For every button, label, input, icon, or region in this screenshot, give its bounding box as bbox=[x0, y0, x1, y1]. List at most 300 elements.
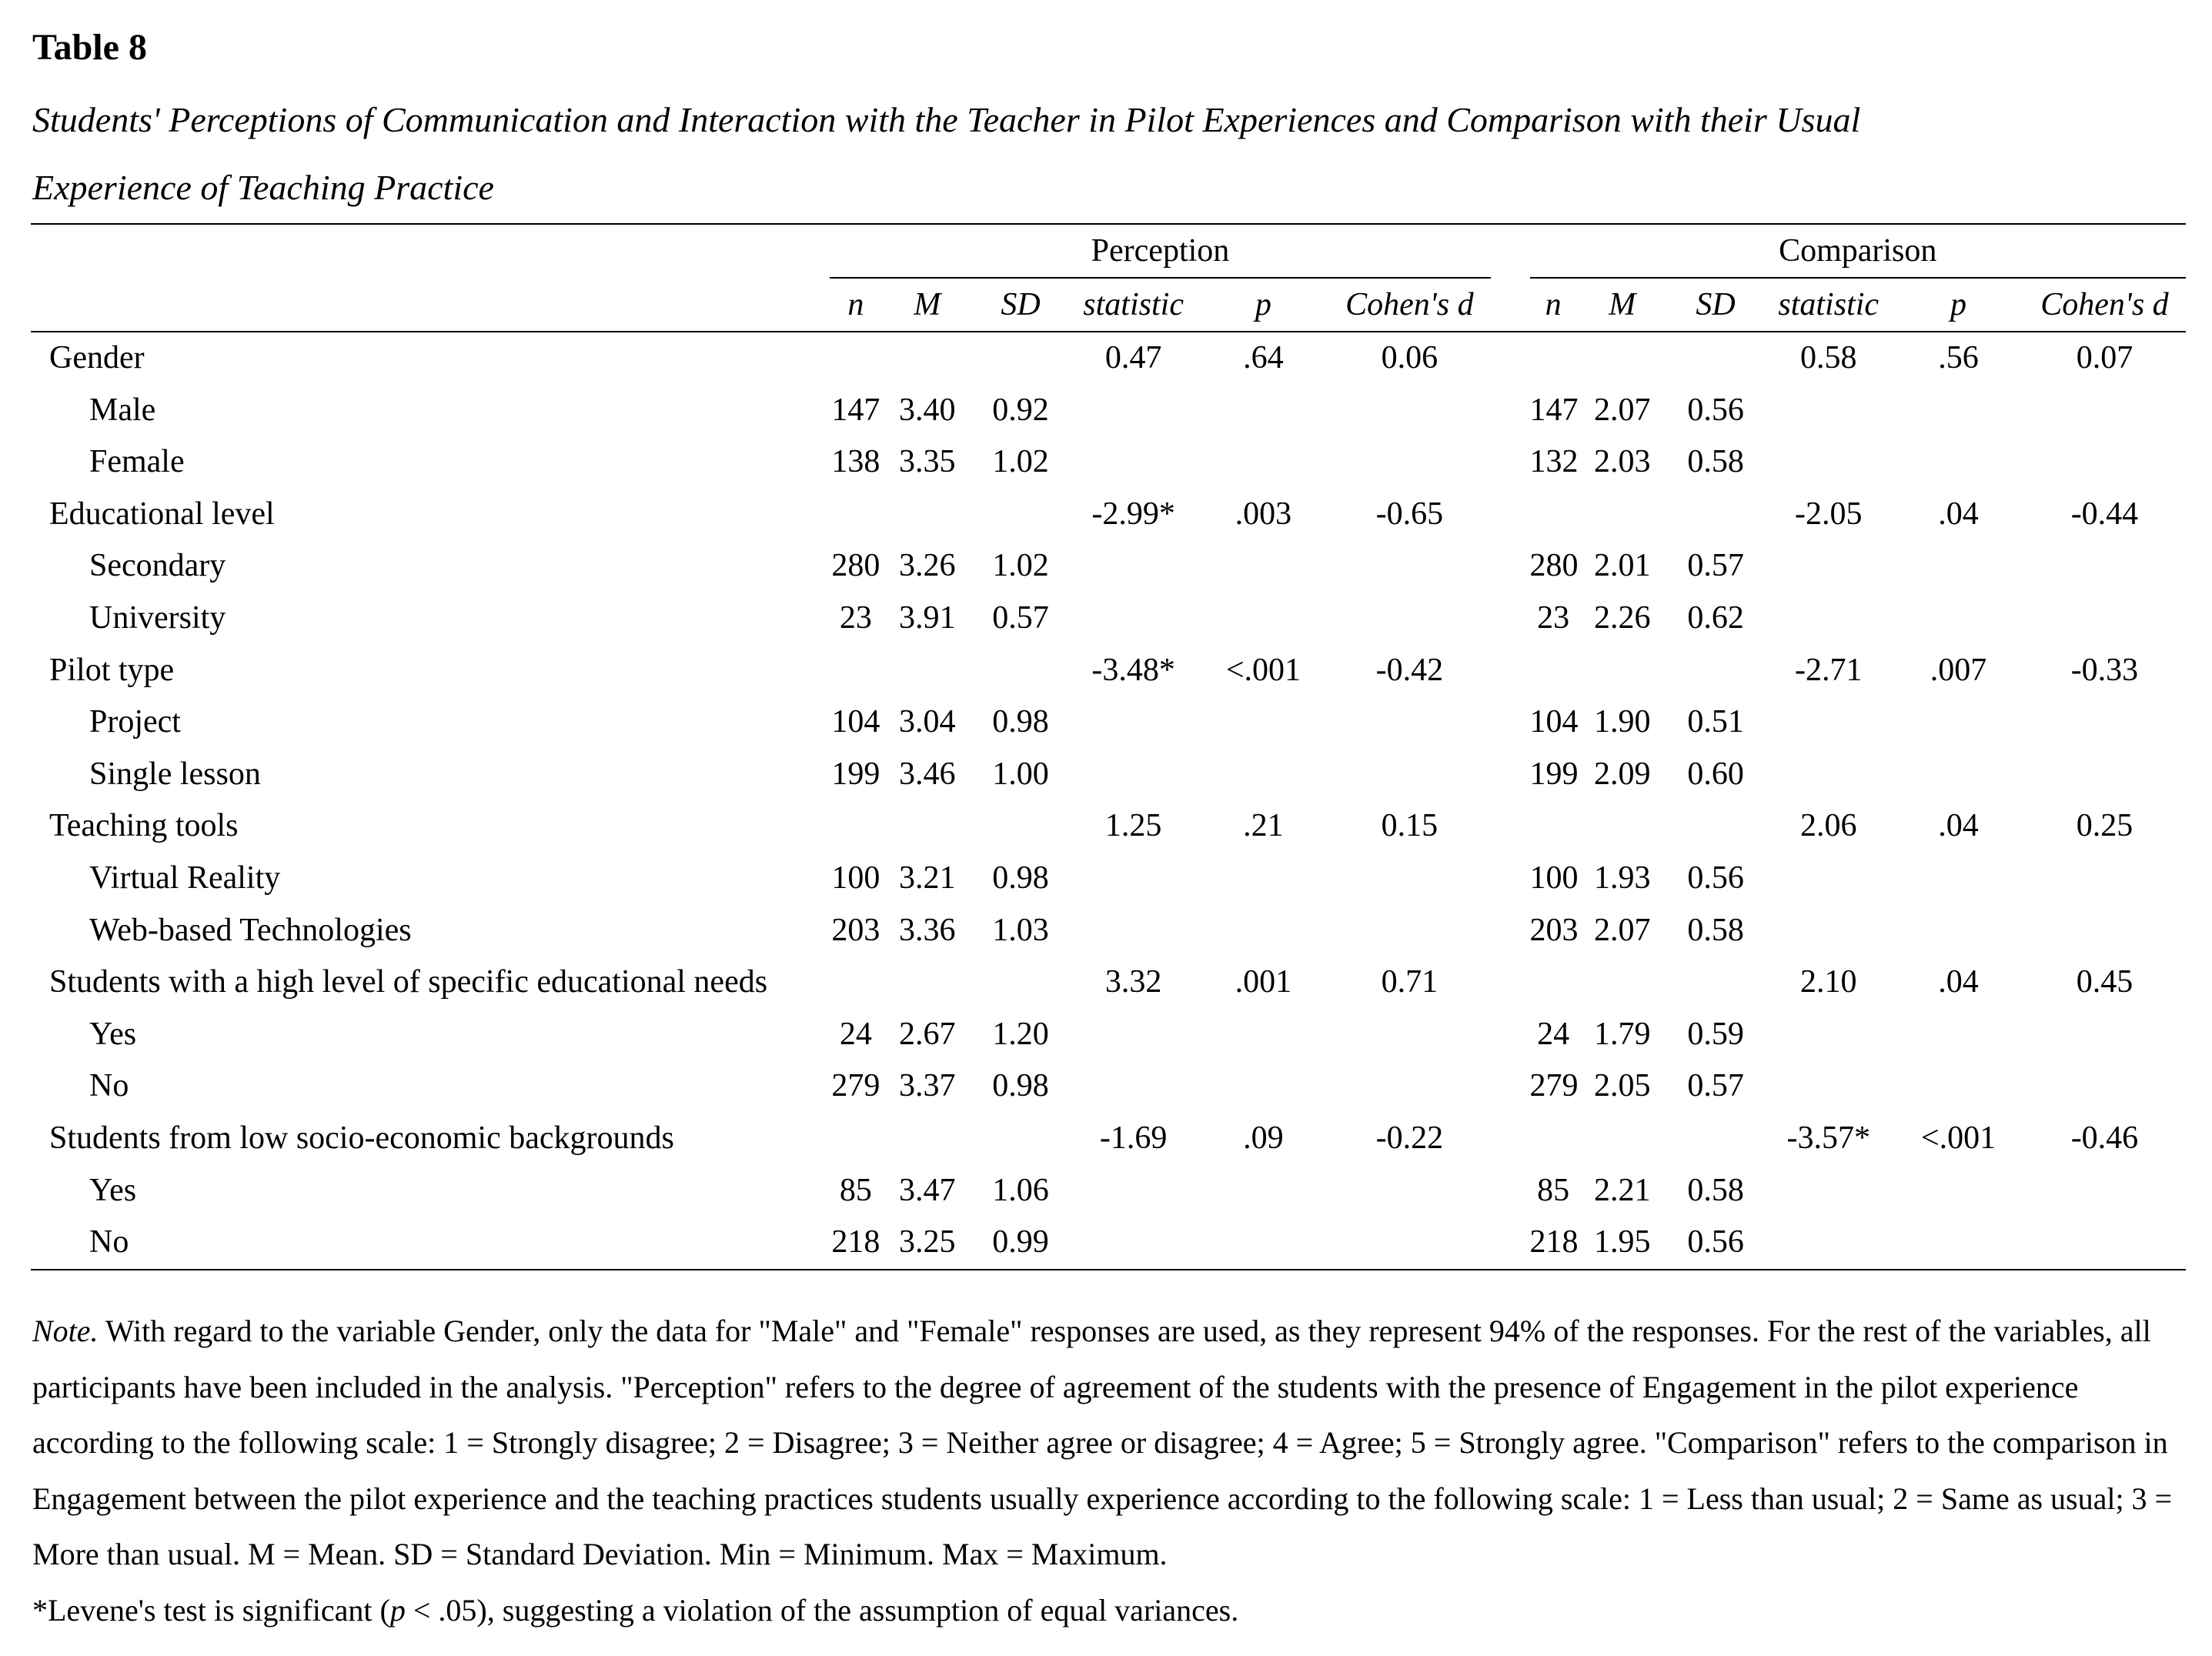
table-cell bbox=[2023, 853, 2186, 905]
column-spacer bbox=[1491, 385, 1530, 437]
table-cell: 2.03 bbox=[1594, 444, 1651, 480]
table-row bbox=[31, 1165, 2186, 1217]
table-cell: 2.09 bbox=[1594, 756, 1651, 792]
table-cell: 24 bbox=[839, 1016, 872, 1052]
table-cell bbox=[1530, 1113, 1577, 1165]
column-header: Cohen's d bbox=[1328, 278, 1491, 332]
column-header: M bbox=[882, 278, 973, 332]
table-cell: 2.67 bbox=[898, 1016, 956, 1052]
table-cell: 203 bbox=[1529, 912, 1579, 948]
table-caption bbox=[32, 86, 2172, 222]
row-variable-label: Gender bbox=[31, 332, 830, 385]
row-category-label: No bbox=[89, 1068, 129, 1104]
column-header: n bbox=[1530, 278, 1577, 332]
table-cell bbox=[2023, 1217, 2186, 1270]
table-cell bbox=[1530, 800, 1577, 853]
table-cell bbox=[1577, 645, 1668, 697]
table-cell: 2.06 bbox=[1799, 808, 1857, 844]
table-cell bbox=[882, 1113, 973, 1165]
table-cell bbox=[1328, 540, 1491, 593]
table-cell bbox=[1068, 436, 1198, 489]
note-levene-text-end: < .05), suggesting a violation of the assumption of equal variances. bbox=[405, 1592, 1239, 1628]
table-cell bbox=[1198, 540, 1328, 593]
note-text: With regard to the variable Gender, only the data for "Male" and "Female" responses are used, as they represent 94% of the responses. For the rest of the variables, all participants have been included in the analysis. "Perception" refers to the degree of agreement of the students with the presence of Engagement in the pilot experience according to the following scale: 1 = Strongly disagree; 2 = Disagree; 3 = Neither agree or disagree; 4 = Agree; 5 = Strongly agree. "Comparison" refers to the comparison in Engagement between the pilot experience and the teaching practices students usually experience according to the following scale: 1 = Less than usual; 2 = Same as usual; 3 = More than usual. M = Mean. SD = Standard Deviation. Min = Minimum. Max = Maximum. bbox=[32, 1314, 2173, 1572]
table-cell: 23 bbox=[1537, 599, 1570, 636]
table-cell bbox=[2023, 696, 2186, 749]
row-category-label: Female bbox=[89, 444, 185, 480]
table-cell: 3.91 bbox=[898, 599, 956, 636]
table-cell bbox=[1763, 1009, 1893, 1061]
table-cell: -0.46 bbox=[2070, 1120, 2139, 1156]
table-cell: 0.60 bbox=[1687, 756, 1744, 792]
caption-line-1: Students' Perceptions of Communication and Interaction with the Teacher in Pilot Experiences and Comparison with their Usual bbox=[32, 100, 1861, 139]
column-spacer bbox=[1491, 1165, 1530, 1217]
table-row bbox=[31, 593, 2186, 645]
note-levene bbox=[32, 1583, 2180, 1639]
table-cell bbox=[1763, 1165, 1893, 1217]
table-cell bbox=[1763, 1060, 1893, 1113]
column-header: SD bbox=[973, 278, 1068, 332]
table-cell: .001 bbox=[1235, 964, 1292, 1000]
table-cell: 1.79 bbox=[1594, 1016, 1651, 1052]
table-row bbox=[31, 385, 2186, 437]
table-cell bbox=[1198, 1165, 1328, 1217]
column-header-row bbox=[31, 278, 2186, 332]
table-cell bbox=[1328, 1165, 1491, 1217]
table-cell: -0.22 bbox=[1375, 1120, 1444, 1156]
table-cell bbox=[882, 332, 973, 385]
column-spacer bbox=[1491, 489, 1530, 541]
table-cell bbox=[1577, 332, 1668, 385]
group-header-perception: Perception bbox=[830, 224, 1491, 278]
row-category-label: Yes bbox=[89, 1016, 137, 1052]
table-cell bbox=[1893, 1009, 2023, 1061]
table-cell: 0.92 bbox=[992, 392, 1049, 428]
table-cell: 2.07 bbox=[1594, 912, 1651, 948]
table-cell: -1.69 bbox=[1099, 1120, 1168, 1156]
table-cell bbox=[1893, 1165, 2023, 1217]
table-cell bbox=[1328, 1217, 1491, 1270]
table-cell: 0.99 bbox=[973, 1217, 1068, 1270]
table-cell bbox=[1530, 332, 1577, 385]
column-spacer bbox=[1491, 332, 1530, 385]
table-cell: 0.59 bbox=[1687, 1016, 1744, 1052]
row-variable-label: Educational level bbox=[49, 496, 275, 532]
row-variable-label: Teaching tools bbox=[49, 808, 239, 844]
table-cell: 2.21 bbox=[1594, 1172, 1651, 1208]
table-cell bbox=[1893, 540, 2023, 593]
table-cell: -2.71 bbox=[1794, 652, 1863, 688]
table-cell: 199 bbox=[831, 756, 880, 792]
table-cell: .003 bbox=[1235, 496, 1292, 532]
table-cell: 0.71 bbox=[1381, 964, 1438, 1000]
table-cell bbox=[1530, 645, 1577, 697]
row-category-label: Project bbox=[89, 704, 181, 740]
table-cell: 203 bbox=[831, 912, 880, 948]
table-cell: .04 bbox=[1938, 808, 1979, 844]
table-cell bbox=[1198, 1217, 1328, 1270]
table-cell bbox=[1328, 905, 1491, 957]
results-table bbox=[31, 223, 2186, 1270]
table-cell bbox=[1668, 332, 1763, 385]
column-header: n bbox=[830, 278, 882, 332]
table-cell bbox=[1763, 853, 1893, 905]
table-cell: 1.02 bbox=[992, 444, 1049, 480]
table-cell: 2.10 bbox=[1799, 964, 1857, 1000]
table-cell: .21 bbox=[1243, 808, 1284, 844]
table-cell: 132 bbox=[1529, 444, 1579, 480]
table-cell: 199 bbox=[1529, 756, 1579, 792]
table-cell bbox=[1763, 436, 1893, 489]
table-cell: 218 bbox=[1530, 1217, 1577, 1270]
table-cell bbox=[1328, 593, 1491, 645]
table-cell bbox=[1577, 489, 1668, 541]
table-cell bbox=[1068, 696, 1198, 749]
table-cell bbox=[973, 645, 1068, 697]
table-cell: 0.57 bbox=[992, 599, 1049, 636]
row-category-label: Secondary bbox=[89, 548, 226, 584]
table-cell: 218 bbox=[830, 1217, 882, 1270]
table-row bbox=[31, 696, 2186, 749]
table-cell bbox=[2023, 1060, 2186, 1113]
row-category-label: University bbox=[89, 599, 226, 636]
table-cell bbox=[2023, 905, 2186, 957]
row-category-label: Virtual Reality bbox=[89, 860, 281, 896]
table-cell bbox=[973, 489, 1068, 541]
table-cell bbox=[2023, 540, 2186, 593]
table-cell bbox=[1328, 1009, 1491, 1061]
table-cell: 0.57 bbox=[1687, 548, 1744, 584]
table-cell: <.001 bbox=[1225, 652, 1301, 688]
row-category-label: Male bbox=[89, 392, 156, 428]
column-spacer bbox=[1491, 645, 1530, 697]
table-cell: 0.58 bbox=[1687, 1172, 1744, 1208]
table-cell bbox=[882, 645, 973, 697]
table-cell: 0.98 bbox=[992, 704, 1049, 740]
table-cell: 2.01 bbox=[1594, 548, 1651, 584]
table-cell: 0.51 bbox=[1687, 704, 1744, 740]
column-spacer bbox=[1491, 593, 1530, 645]
table-row bbox=[31, 645, 2186, 697]
table-cell bbox=[1328, 853, 1491, 905]
row-category-label: Yes bbox=[89, 1172, 137, 1208]
table-cell bbox=[1577, 957, 1668, 1009]
table-cell: 0.06 bbox=[1328, 332, 1491, 385]
table-cell bbox=[1893, 436, 2023, 489]
column-spacer bbox=[1491, 749, 1530, 801]
table-cell bbox=[1893, 905, 2023, 957]
table-cell: 0.15 bbox=[1381, 808, 1438, 844]
table-cell: -2.05 bbox=[1794, 496, 1863, 532]
table-cell: -0.42 bbox=[1375, 652, 1444, 688]
row-category-label: Single lesson bbox=[89, 756, 261, 792]
column-spacer bbox=[1491, 905, 1530, 957]
table-cell bbox=[1577, 1113, 1668, 1165]
table-row bbox=[31, 489, 2186, 541]
note-label: Note. bbox=[32, 1314, 99, 1348]
row-variable-label: Pilot type bbox=[49, 652, 175, 688]
table-cell: 0.62 bbox=[1687, 599, 1744, 636]
table-cell: 1.20 bbox=[992, 1016, 1049, 1052]
table-cell bbox=[1668, 800, 1763, 853]
table-cell bbox=[1763, 905, 1893, 957]
table-cell bbox=[973, 957, 1068, 1009]
note-paragraph bbox=[32, 1304, 2180, 1583]
table-cell: 0.47 bbox=[1068, 332, 1198, 385]
table-row bbox=[31, 800, 2186, 853]
table-cell bbox=[830, 645, 882, 697]
table-cell bbox=[1328, 436, 1491, 489]
table-cell bbox=[830, 1113, 882, 1165]
table-cell bbox=[1068, 385, 1198, 437]
table-cell bbox=[1530, 957, 1577, 1009]
table-body bbox=[31, 332, 2186, 1270]
table-cell: -0.33 bbox=[2070, 652, 2139, 688]
table-cell: -0.65 bbox=[1375, 496, 1444, 532]
table-cell: 3.25 bbox=[882, 1217, 973, 1270]
column-spacer bbox=[1491, 853, 1530, 905]
table-cell: 279 bbox=[1529, 1068, 1579, 1104]
table-cell: 100 bbox=[1529, 860, 1579, 896]
table-cell bbox=[1893, 749, 2023, 801]
column-spacer bbox=[1491, 696, 1530, 749]
table-cell bbox=[1668, 1113, 1763, 1165]
table-cell: 3.04 bbox=[898, 704, 956, 740]
table-row bbox=[31, 1060, 2186, 1113]
table-cell: 3.35 bbox=[898, 444, 956, 480]
table-cell: 2.07 bbox=[1594, 392, 1651, 428]
table-row bbox=[31, 540, 2186, 593]
table-cell: 3.32 bbox=[1104, 964, 1162, 1000]
table-row bbox=[31, 332, 2186, 385]
table-cell: 138 bbox=[831, 444, 880, 480]
column-spacer bbox=[1491, 540, 1530, 593]
table-cell bbox=[1328, 749, 1491, 801]
table-cell: -3.57* bbox=[1786, 1120, 1870, 1156]
table-cell: 0.56 bbox=[1687, 860, 1744, 896]
table-cell: 85 bbox=[1537, 1172, 1570, 1208]
table-cell bbox=[1577, 800, 1668, 853]
table-cell: 147 bbox=[831, 392, 880, 428]
table-cell bbox=[973, 800, 1068, 853]
table-cell: 0.45 bbox=[2076, 964, 2133, 1000]
table-cell bbox=[1068, 853, 1198, 905]
table-cell: 1.93 bbox=[1594, 860, 1651, 896]
table-cell: 280 bbox=[1529, 548, 1579, 584]
table-cell bbox=[1328, 385, 1491, 437]
table-cell bbox=[1068, 1009, 1198, 1061]
table-cell bbox=[1198, 905, 1328, 957]
table-cell bbox=[1068, 540, 1198, 593]
table-label: Table 8 bbox=[32, 27, 147, 68]
row-category-label: Web-based Technologies bbox=[89, 912, 412, 948]
table-cell bbox=[2023, 1009, 2186, 1061]
group-header-comparison: Comparison bbox=[1530, 224, 2187, 278]
table-cell bbox=[1198, 853, 1328, 905]
table-row bbox=[31, 853, 2186, 905]
table-cell: 3.21 bbox=[898, 860, 956, 896]
column-spacer bbox=[1491, 957, 1530, 1009]
table-cell bbox=[882, 957, 973, 1009]
table-cell bbox=[830, 332, 882, 385]
table-cell bbox=[1328, 696, 1491, 749]
table-row bbox=[31, 436, 2186, 489]
table-cell bbox=[1068, 1060, 1198, 1113]
table-cell: .04 bbox=[1938, 496, 1979, 532]
table-cell: 0.56 bbox=[1668, 1217, 1763, 1270]
table-cell: 0.25 bbox=[2076, 808, 2133, 844]
column-header: p bbox=[1198, 278, 1328, 332]
table-cell: 1.95 bbox=[1577, 1217, 1668, 1270]
table-cell bbox=[1198, 385, 1328, 437]
table-cell bbox=[1893, 593, 2023, 645]
table-cell bbox=[830, 957, 882, 1009]
table-cell bbox=[882, 800, 973, 853]
column-spacer bbox=[1491, 1217, 1530, 1270]
table-cell: 3.37 bbox=[898, 1068, 956, 1104]
table-cell: 100 bbox=[831, 860, 880, 896]
table-cell: .09 bbox=[1243, 1120, 1284, 1156]
column-header: M bbox=[1577, 278, 1668, 332]
table-cell: 0.58 bbox=[1687, 912, 1744, 948]
table-cell bbox=[1068, 1165, 1198, 1217]
table-cell: -3.48* bbox=[1091, 652, 1175, 688]
column-spacer bbox=[1491, 1060, 1530, 1113]
table-cell: .56 bbox=[1893, 332, 2023, 385]
table-cell: -2.99* bbox=[1091, 496, 1175, 532]
table-cell bbox=[973, 1113, 1068, 1165]
table-cell bbox=[1198, 436, 1328, 489]
note-levene-p: p bbox=[389, 1592, 406, 1628]
table-cell bbox=[1763, 749, 1893, 801]
table-cell bbox=[1668, 489, 1763, 541]
table-cell bbox=[1668, 645, 1763, 697]
table-cell bbox=[1068, 749, 1198, 801]
table-cell: -0.44 bbox=[2070, 496, 2139, 532]
table-cell bbox=[1763, 696, 1893, 749]
table-cell: 1.02 bbox=[992, 548, 1049, 584]
table-cell bbox=[2023, 1165, 2186, 1217]
table-cell: 1.25 bbox=[1104, 808, 1162, 844]
table-cell: 1.90 bbox=[1594, 704, 1651, 740]
table-cell bbox=[830, 489, 882, 541]
table-cell bbox=[1668, 957, 1763, 1009]
table-cell: .04 bbox=[1938, 964, 1979, 1000]
table-cell: 24 bbox=[1537, 1016, 1570, 1052]
table-cell bbox=[1893, 1217, 2023, 1270]
table-cell bbox=[2023, 436, 2186, 489]
table-header bbox=[31, 224, 2186, 332]
table-cell: 104 bbox=[1529, 704, 1579, 740]
table-cell: 104 bbox=[831, 704, 880, 740]
column-spacer bbox=[1491, 436, 1530, 489]
row-variable-label: Students from low socio-economic backgrounds bbox=[49, 1120, 674, 1156]
note-levene-text: *Levene's test is significant ( bbox=[32, 1592, 390, 1628]
table-cell: 1.06 bbox=[992, 1172, 1049, 1208]
table-cell: 23 bbox=[839, 599, 872, 636]
table-cell: .64 bbox=[1198, 332, 1328, 385]
table-cell: 0.58 bbox=[1763, 332, 1893, 385]
column-header: Cohen's d bbox=[2023, 278, 2186, 332]
table-cell bbox=[1763, 1217, 1893, 1270]
table-row bbox=[31, 1009, 2186, 1061]
table-cell: 0.58 bbox=[1687, 444, 1744, 480]
table-cell bbox=[1198, 1009, 1328, 1061]
table-row bbox=[31, 905, 2186, 957]
table-cell bbox=[1893, 853, 2023, 905]
column-spacer bbox=[1491, 1113, 1530, 1165]
table-cell bbox=[1893, 1060, 2023, 1113]
table-cell bbox=[1328, 1060, 1491, 1113]
row-variable-label: Students with a high level of specific educational needs bbox=[49, 964, 768, 1000]
table-cell bbox=[1893, 696, 2023, 749]
table-cell bbox=[1763, 540, 1893, 593]
table-cell: 0.57 bbox=[1687, 1068, 1744, 1104]
column-header: p bbox=[1893, 278, 2023, 332]
table-cell: 1.00 bbox=[992, 756, 1049, 792]
table-cell: 1.03 bbox=[992, 912, 1049, 948]
caption-line-2: Experience of Teaching Practice bbox=[32, 168, 494, 207]
table-cell: 2.26 bbox=[1594, 599, 1651, 636]
column-header: statistic bbox=[1763, 278, 1893, 332]
table-cell: 3.40 bbox=[898, 392, 956, 428]
column-spacer bbox=[1491, 1009, 1530, 1061]
table-cell bbox=[1763, 385, 1893, 437]
table-cell: 0.98 bbox=[992, 860, 1049, 896]
table-cell bbox=[2023, 593, 2186, 645]
table-cell bbox=[1198, 593, 1328, 645]
row-category-label: No bbox=[31, 1217, 830, 1270]
table-cell bbox=[830, 800, 882, 853]
group-header-row bbox=[31, 224, 2186, 278]
table-cell: 3.47 bbox=[898, 1172, 956, 1208]
table-cell: 0.56 bbox=[1687, 392, 1744, 428]
table-cell bbox=[1198, 1060, 1328, 1113]
table-cell bbox=[2023, 749, 2186, 801]
table-cell bbox=[1068, 593, 1198, 645]
table-cell bbox=[882, 489, 973, 541]
column-header: SD bbox=[1668, 278, 1763, 332]
table-cell bbox=[2023, 385, 2186, 437]
table-row bbox=[31, 957, 2186, 1009]
table-cell: 3.26 bbox=[898, 548, 956, 584]
table-cell: .007 bbox=[1930, 652, 1987, 688]
table-row bbox=[31, 749, 2186, 801]
table-cell bbox=[1198, 749, 1328, 801]
table-cell: 0.07 bbox=[2023, 332, 2186, 385]
table-cell bbox=[973, 332, 1068, 385]
table-cell: 2.05 bbox=[1594, 1068, 1651, 1104]
column-header: statistic bbox=[1068, 278, 1198, 332]
table-cell: 147 bbox=[1529, 392, 1579, 428]
table-cell: 280 bbox=[831, 548, 880, 584]
table-row bbox=[31, 1113, 2186, 1165]
table-cell bbox=[1068, 905, 1198, 957]
table-cell bbox=[1198, 696, 1328, 749]
table-cell bbox=[1893, 385, 2023, 437]
table-note bbox=[32, 1304, 2180, 1639]
table-cell: 279 bbox=[831, 1068, 880, 1104]
table-cell: 3.46 bbox=[898, 756, 956, 792]
table-cell bbox=[1530, 489, 1577, 541]
table-cell: 3.36 bbox=[898, 912, 956, 948]
table-cell: 85 bbox=[839, 1172, 872, 1208]
table-cell bbox=[1068, 1217, 1198, 1270]
table-cell: <.001 bbox=[1920, 1120, 1996, 1156]
column-spacer bbox=[1491, 800, 1530, 853]
table-cell: 0.98 bbox=[992, 1068, 1049, 1104]
table-cell bbox=[1763, 593, 1893, 645]
